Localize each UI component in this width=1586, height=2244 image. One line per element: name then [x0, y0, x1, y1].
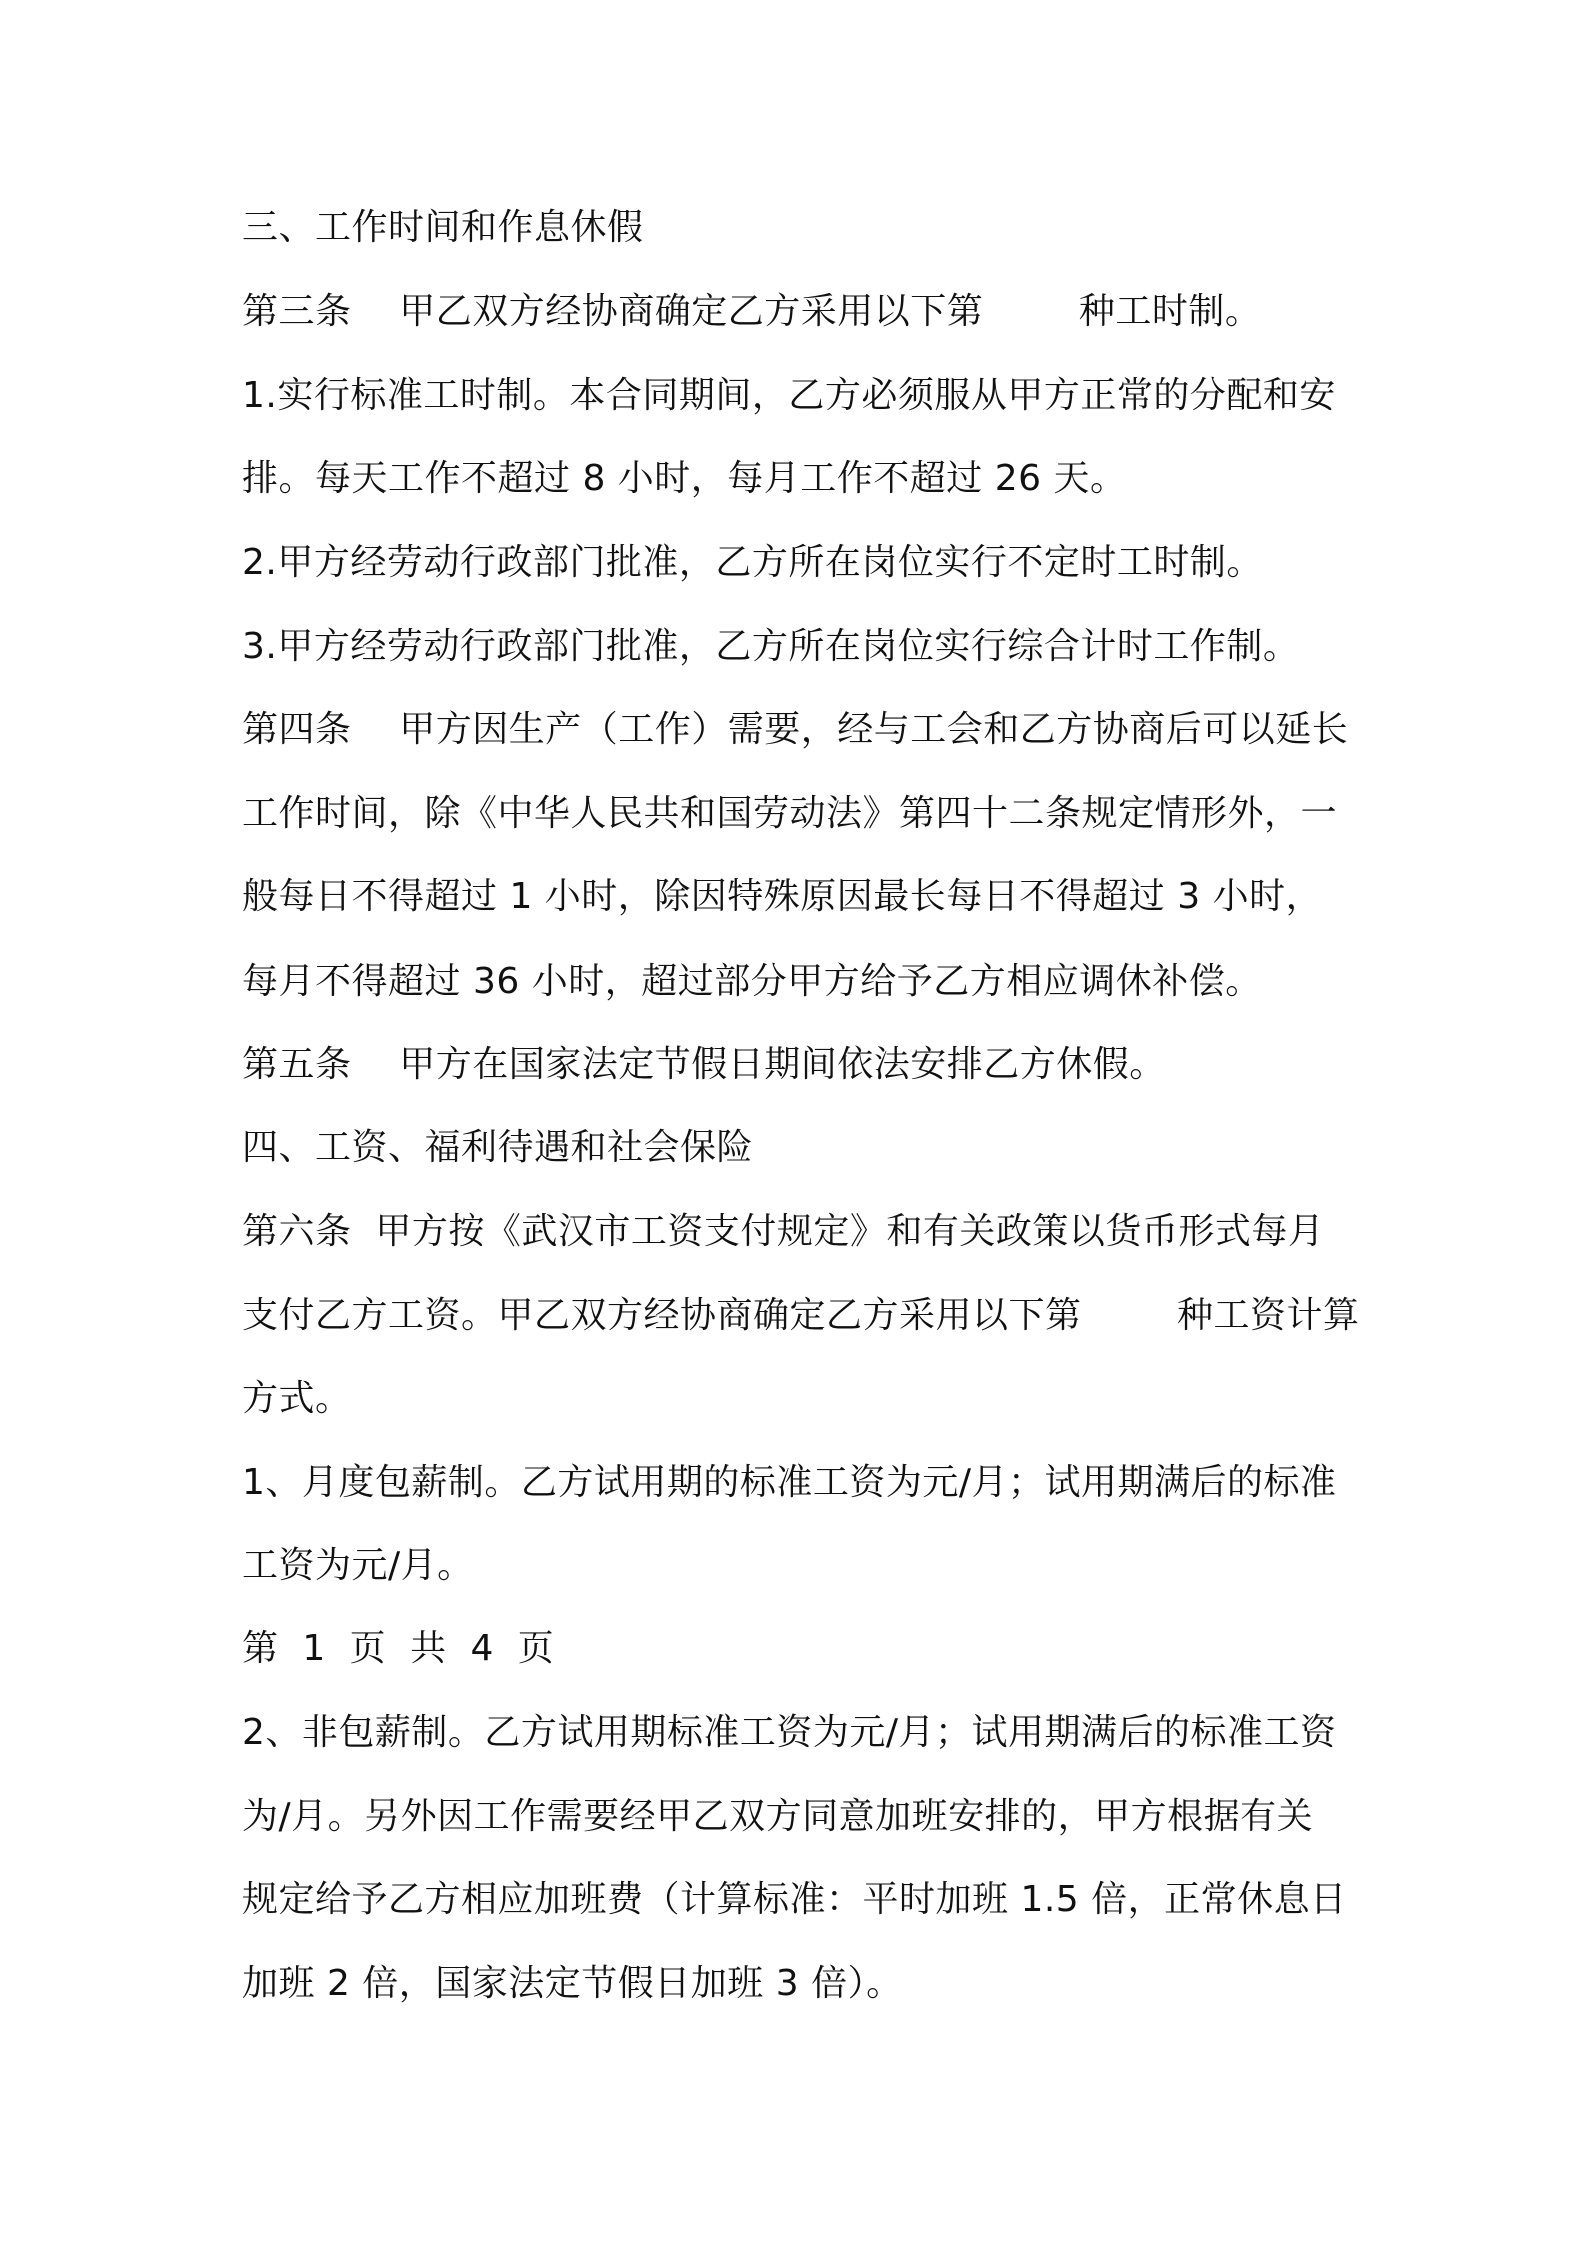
body-text-line: 规定给予乙方相应加班费（计算标准：平时加班 1.5 倍，正常休息日	[242, 1879, 1347, 1920]
article-6-text: 第六条 甲方按《武汉市工资支付规定》和有关政策以货币形式每月	[242, 1211, 1325, 1252]
body-text-line: 1.实行标准工时制。本合同期间，乙方必须服从甲方正常的分配和安	[242, 375, 1336, 416]
body-text-line: 方式。	[242, 1378, 352, 1419]
section-heading-3: 三、工作时间和作息休假	[242, 207, 644, 248]
body-text-line: 排。每天工作不超过 8 小时，每月工作不超过 26 天。	[242, 458, 1127, 499]
body-text-line: 支付乙方工资。甲乙双方经协商确定乙方采用以下第 种工资计算	[242, 1295, 1360, 1336]
body-text-line: 2、非包薪制。乙方试用期标准工资为元/月；试用期满后的标准工资	[242, 1712, 1337, 1753]
page-number: 第 1 页 共 4 页	[242, 1628, 555, 1669]
body-text-line: 每月不得超过 36 小时，超过部分甲方给予乙方相应调休补偿。	[242, 961, 1262, 1002]
body-text-line: 2.甲方经劳动行政部门批准，乙方所在岗位实行不定时工时制。	[242, 542, 1263, 583]
body-text-line: 加班 2 倍，国家法定节假日加班 3 倍）。	[242, 1963, 903, 2004]
body-text-line: 工作时间，除《中华人民共和国劳动法》第四十二条规定情形外，一	[242, 793, 1338, 834]
body-text-line: 工资为元/月。	[242, 1545, 474, 1586]
body-text-line: 3.甲方经劳动行政部门批准，乙方所在岗位实行综合计时工作制。	[242, 626, 1300, 667]
body-text-line: 为/月。另外因工作需要经甲乙双方同意加班安排的，甲方根据有关	[242, 1796, 1314, 1837]
section-heading-4: 四、工资、福利待遇和社会保险	[242, 1127, 754, 1168]
body-text-line: 般每日不得超过 1 小时，除因特殊原因最长每日不得超过 3 小时，	[242, 876, 1323, 917]
body-text-line: 1、月度包薪制。乙方试用期的标准工资为元/月；试用期满后的标准	[242, 1462, 1337, 1503]
article-3-text: 第三条 甲乙双方经协商确定乙方采用以下第 种工时制。	[242, 291, 1262, 332]
article-4-text: 第四条 甲方因生产（工作）需要，经与工会和乙方协商后可以延长	[242, 709, 1349, 750]
article-5-text: 第五条 甲方在国家法定节假日期间依法安排乙方休假。	[242, 1044, 1166, 1085]
